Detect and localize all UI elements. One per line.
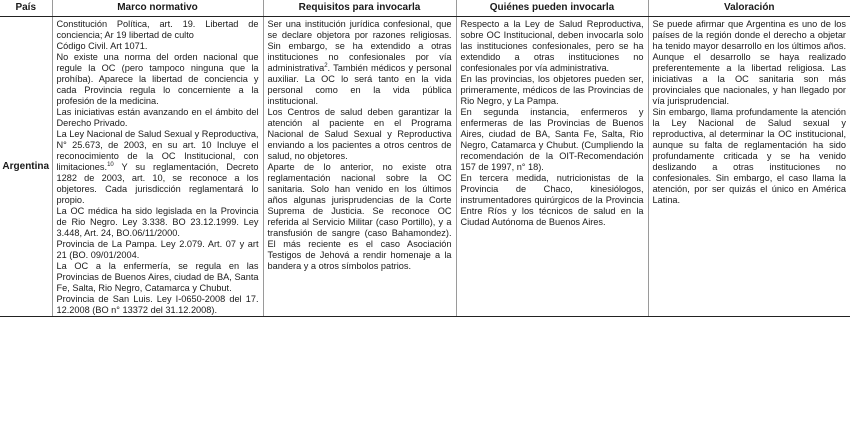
header-pais: País [0, 0, 52, 17]
paragraph-text: En las provincias, los objetores pueden ser, primeramente, médicos de las Provincias de Rio Negro, y La Pampa. [460, 74, 644, 106]
paragraph [57, 52, 259, 107]
paragraph [57, 19, 259, 41]
quienes-cell [456, 17, 648, 317]
paragraph-text: Respecto a la Ley de Salud Reproductiva, sobre OC Institucional, deben invocarla solo las instituciones confesionales, pero se ha extendido a otras instituciones no confesionales por vía administrativa. [460, 19, 644, 73]
paragraph [268, 162, 452, 272]
paragraph-text: La Ley Nacional de Salud Sexual y Reproductiva, N° 25.673, de 2003, en su art. 10 Incluye el reconocimiento de la OC Institucional, con limitaciones. [56, 129, 259, 172]
header-valoracion: Valoración [648, 0, 850, 17]
paragraph [57, 261, 259, 294]
paragraph [653, 19, 847, 107]
paragraph [461, 107, 644, 173]
paragraph [268, 19, 452, 107]
paragraph-text: En tercera medida, nutricionistas de la Provincia de Chaco, kinesiólogos, instrumentadores quirúrgicos de la Provincia Entre Ríos y los técnicos de salud en la Ciudad Autónoma de Buenos Aires. [460, 173, 644, 227]
paragraph [57, 294, 259, 316]
paragraph-text: Ser una institución jurídica confesional, que se declare objetora por razones religiosas. Sin embargo, se ha extendido a otras instituciones no confesionales por vía administrativa [267, 19, 452, 73]
paragraph [461, 173, 644, 228]
paragraph-text-continued: . También médicos y personal auxiliar. La OC lo será tanto en la vida personal como en la vida pública institucional. [267, 63, 452, 106]
paragraph-text: Constitución Política, art. 19. Libertad de conciencia; Ar 19 libertad de culto [56, 19, 259, 40]
header-marco-normativo: Marco normativo [52, 0, 263, 17]
paragraph-text: Código Civil. Art 1071. [56, 41, 148, 51]
paragraph [461, 74, 644, 107]
table-body [0, 17, 850, 317]
table-header [0, 0, 850, 17]
paragraph [461, 19, 644, 74]
paragraph-text: Provincia de La Pampa. Ley 2.079. Art. 07 y art 21 (BO. 09/01/2004. [56, 239, 259, 260]
header-row [0, 0, 850, 17]
paragraph [57, 107, 259, 129]
paragraph-text: Provincia de San Luis. Ley I-0650-2008 del 17. 12.2008 (BO n° 13372 del 31.12.2008). [56, 294, 259, 315]
header-requisitos: Requisitos para invocarla [263, 0, 456, 17]
footnote-marker: 10 [107, 161, 114, 168]
country-cell: Argentina [0, 17, 52, 317]
valoracion-cell [648, 17, 850, 317]
paragraph-text: Sin embargo, llama profundamente la atención la Ley Nacional de Salud sexual y reproductiva, al determinar la OC institucional, aunque su falta de reglamentación ha sido profundamente criticada y se ha venido deslizando a otras instituciones no confesionales. Sin embargo, el caso llama la atención, por ser quizás el único en América Latina. [652, 107, 846, 205]
paragraph-text-continued: Y su reglamentación, Decreto 1282 de 2003, art. 10, se reconoce a los objetores. Cada jurisdicción reglamentará lo propio. [56, 162, 259, 205]
paragraph-text: La OC médica ha sido legislada en la Provincia de Rio Negro. Ley 3.338. BO 23.12.1999. Ley 3.448, Art. 24, BO.06/11/2000. [56, 206, 259, 238]
paragraph-text: En segunda instancia, enfermeros y enfermeras de las Provincias de Buenos Aires, ciudad de BA, Santa Fe, Salta, Rio Negro, Catamarca y Chubut. (Cumpliendo la recomendación de la OIT-Recomendación 157 de 1997, n° 18). [460, 107, 644, 172]
table-row [0, 17, 850, 317]
paragraph [268, 107, 452, 162]
paragraph [57, 129, 259, 206]
paragraph [653, 107, 847, 206]
paragraph-text: Se puede afirmar que Argentina es uno de los países de la región donde el derecho a objetar ha tenido mayor desarrollo en los últimos años. Aunque el desarrollo se haya realizado preferentemente a la libertad religiosa. Las iniciativas a la OC sanitaria son más provinciales que nacionales, y han llegado por vía jurisprudencial. [652, 19, 846, 106]
paragraph-text: Los Centros de salud deben garantizar la atención al paciente en el Programa Nacional de Salud Sexual y Reproductiva enviando a los pacientes a otros centros de salud, no objetores. [267, 107, 452, 161]
paragraph-text: La OC a la enfermería, se regula en las Provincias de Buenos Aires, ciudad de BA, Santa Fe, Salta, Rio Negro, Catamarca y Chubut. [56, 261, 259, 293]
footnote-marker: 2 [324, 62, 328, 69]
paragraph [57, 239, 259, 261]
requisitos-cell [263, 17, 456, 317]
paragraph-text: Las iniciativas están avanzando en el ámbito del Derecho Privado. [56, 107, 259, 128]
paragraph [57, 41, 259, 52]
header-quienes: Quiénes pueden invocarla [456, 0, 648, 17]
marco-normativo-cell [52, 17, 263, 317]
paragraph [57, 206, 259, 239]
paragraph-text: Aparte de lo anterior, no existe otra reglamentación nacional sobre la OC sanitaria. Solo han venido en los últimos años algunas jurisprudencias de la Corte Suprema de Justicia. Se reconoce OC referida al Servicio Militar (caso Portillo), y a transfusión de sangre (caso Bahamondez). El más reciente es el caso Asociación Testigos de Jehová a rendir homenaje a la bandera y a otros símbolos patrios. [267, 162, 452, 271]
paragraph-text: No existe una norma del orden nacional que regule la OC (pero tampoco ninguna que la prohíba). Aparece la libertad de conciencia y cada Provincia regula lo concerniente a la profesión de la medicina. [56, 52, 259, 106]
